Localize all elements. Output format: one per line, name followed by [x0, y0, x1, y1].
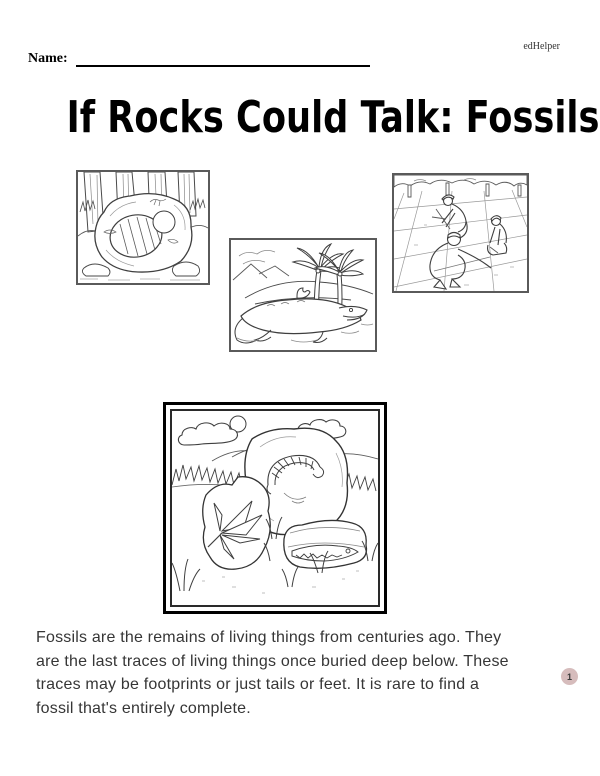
featured-figure-frame [163, 402, 387, 614]
fossil-rock-drawing [78, 172, 208, 283]
excavation-illustration [392, 173, 529, 293]
paragraph-line: Fossils are the remains of living things from centuries ago. They [36, 629, 502, 646]
alligator-drawing [231, 240, 375, 350]
name-row [28, 51, 370, 67]
name-label: Name: [28, 51, 68, 66]
page-number-badge: 1 [561, 668, 578, 685]
brand-text: edHelper [523, 41, 560, 52]
fossil-rock-illustration [76, 170, 210, 285]
paragraph-line: traces may be footprints or just tails or feet. It is rare to find a [36, 676, 480, 693]
excavation-drawing [394, 175, 527, 291]
name-input-line[interactable] [76, 51, 370, 67]
title-wrap [0, 92, 600, 143]
featured-fossils-illustration [170, 409, 380, 607]
page-title: If Rocks Could Talk: Fossils [66, 92, 600, 143]
paragraph-line: fossil that's entirely complete. [36, 699, 251, 717]
featured-fossils-drawing [172, 411, 378, 605]
body-paragraph [36, 626, 576, 720]
paragraph-line: are the last traces of living things once buried deep below. These [36, 652, 509, 670]
alligator-illustration [229, 238, 377, 352]
